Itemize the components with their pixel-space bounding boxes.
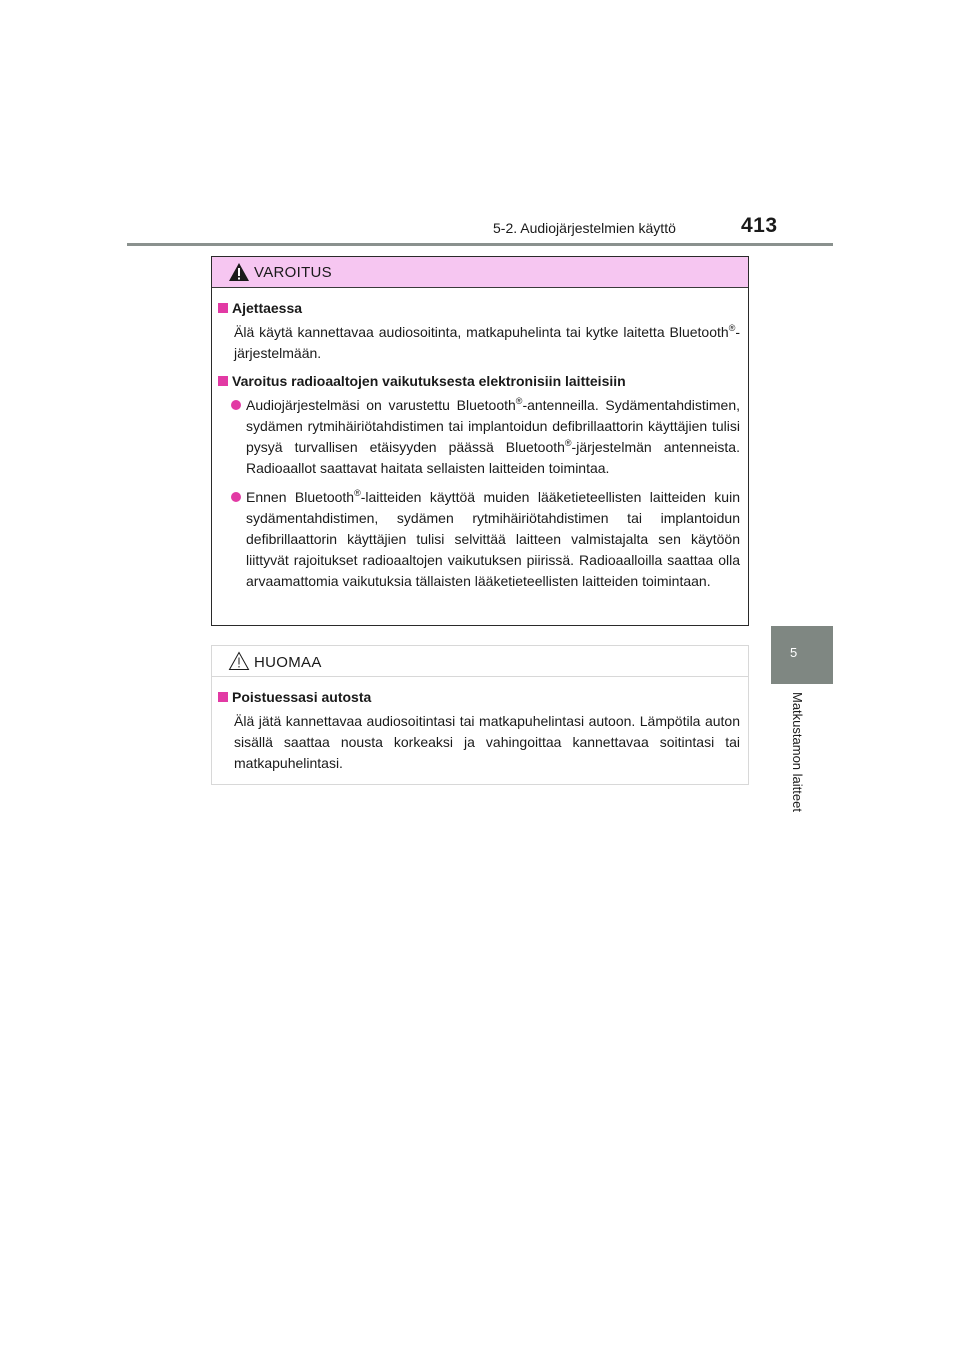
list-item xyxy=(218,395,740,479)
section-heading: Varoitus radioaaltojen vaikutuksesta elektronisiin laitteisiin xyxy=(232,373,626,389)
notice-section-title xyxy=(218,689,740,705)
notice-label: HUOMAA xyxy=(254,654,322,671)
notice-content xyxy=(212,677,748,774)
caution-triangle-outline-icon xyxy=(228,651,250,671)
square-bullet-icon xyxy=(218,376,228,386)
warning-triangle-filled-icon xyxy=(228,262,250,282)
warning-box xyxy=(211,256,749,626)
round-bullet-icon xyxy=(231,492,241,502)
chapter-label: Matkustamon laitteet xyxy=(790,692,805,812)
section-title: 5-2. Audiojärjestelmien käyttö xyxy=(493,220,676,236)
warning-paragraph: Älä käytä kannettavaa audiosoitinta, matkapuhelinta tai kytke laitetta Bluetooth®-järjestelmään. xyxy=(234,323,740,361)
chapter-tab xyxy=(771,626,833,684)
header-divider xyxy=(127,243,833,246)
section-heading: Ajettaessa xyxy=(232,300,303,316)
square-bullet-icon xyxy=(218,303,228,313)
warning-label: VAROITUS xyxy=(254,264,332,281)
notice-box xyxy=(211,645,749,785)
chapter-number: 5 xyxy=(790,645,798,660)
round-bullet-icon xyxy=(231,400,241,410)
registered-mark: ® xyxy=(728,323,736,333)
list-item-text: Ennen Bluetooth®-laitteiden käyttöä muiden lääketieteellisten laitteiden kuin sydämentahdistimen, sydämen rytmihäiriötahdistimen tai implantoidun defibrillaattorin käyttäjien tulisi selvittää laitteen valmistajalta sen käytöön liittyvät rajoitukset radioaaltojen vaikutuksen piirissä. Radioaalloilla saattaa olla arvaamattomia vaikutuksia tällaisten lääketieteellisten laitteiden toimintaan. xyxy=(246,488,740,589)
warning-header xyxy=(212,257,748,288)
notice-header xyxy=(212,646,748,677)
page-number: 413 xyxy=(741,214,778,237)
warning-section-title xyxy=(218,373,740,389)
section-heading: Poistuessasi autosta xyxy=(232,689,372,705)
square-bullet-icon xyxy=(218,692,228,702)
warning-content xyxy=(212,288,748,592)
notice-paragraph: Älä jätä kannettavaa audiosoitintasi tai matkapuhelintasi autoon. Lämpötila auton sisällä saattaa nousta korkeaksi ja vahingoittaa kannettavaa soitintasi tai matkapuhelintasi. xyxy=(234,713,740,771)
list-item xyxy=(218,487,740,592)
warning-section-title xyxy=(218,300,740,316)
list-item-text: Audiojärjestelmäsi on varustettu Bluetooth®-antenneilla. Sydämentahdistimen, sydämen rytmihäiriötahdistimen tai implantoidun defibrillaattorin käyttäjien tulisi pysyä turvallisen etäisyyden päässä Bluetooth®-järjestelmän antenneista. Radioaallot saattavat haitata sellaisten laitteiden toimintaa. xyxy=(246,396,740,476)
